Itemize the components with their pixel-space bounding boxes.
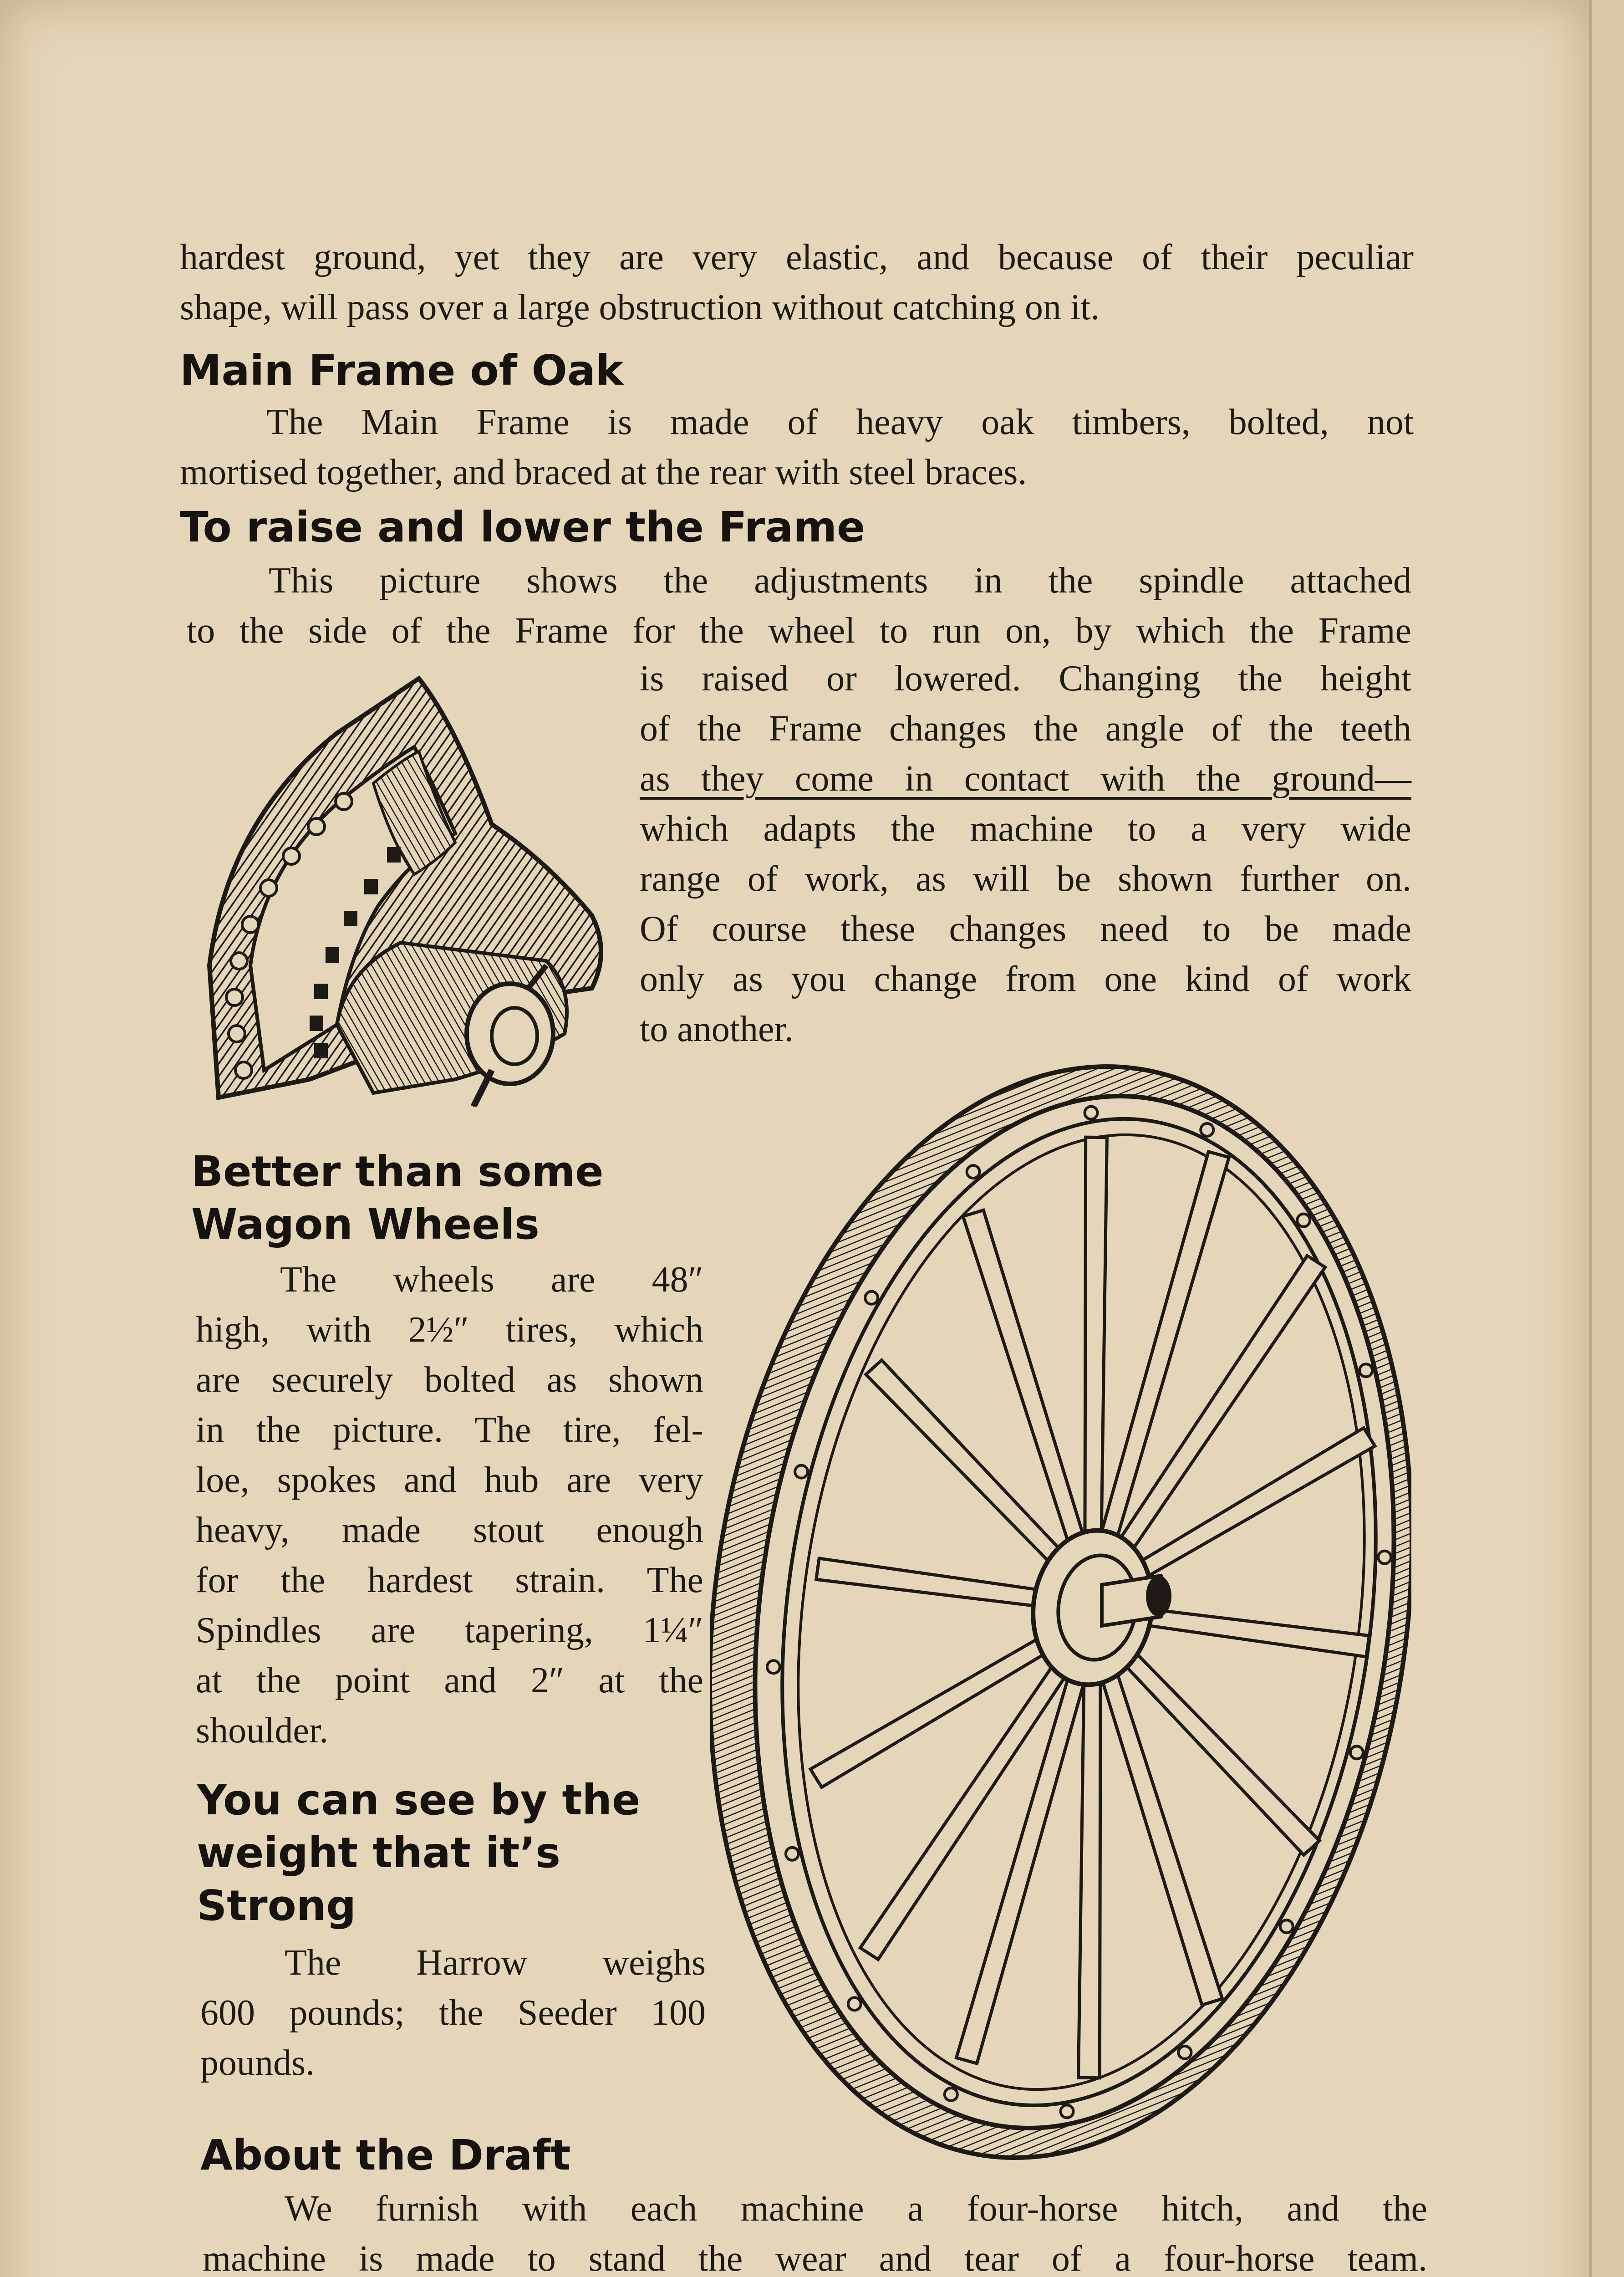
- felloe-bolt: [1359, 1364, 1372, 1377]
- text-line: We furnish with each machine a four-horse hitch, and the: [285, 2189, 1427, 2229]
- felloe-bolt: [795, 1465, 808, 1478]
- draft-paragraph: [203, 2184, 1427, 2277]
- wagon-wheel-illustration: [710, 1057, 1411, 2186]
- text-line: machine is made to stand the wear and tear of a four-horse team.: [203, 2239, 1427, 2277]
- text-line: range of work, as will be shown further on.: [640, 859, 1411, 899]
- weight-paragraph: [200, 1938, 706, 2088]
- felloe-bolt: [786, 1848, 799, 1860]
- heading-line: You can see by the: [197, 1776, 641, 1824]
- text-line: to the side of the Frame for the wheel to run on, by which the Frame: [187, 611, 1411, 651]
- intro-paragraph: [180, 232, 1414, 332]
- text-line: mortised together, and braced at the rear with steel braces.: [180, 452, 1027, 492]
- spindle-bracket-illustration: [200, 669, 637, 1107]
- heading-weight-strong: [197, 1774, 640, 1932]
- heading-main-frame: Main Frame of Oak: [180, 346, 624, 395]
- felloe-bolt: [945, 2088, 957, 2101]
- felloe-bolt: [1201, 1123, 1213, 1136]
- text-line: to another.: [640, 1009, 794, 1049]
- text-line: heavy, made stout enough: [196, 1510, 703, 1550]
- wheel-spoke: [1085, 1137, 1107, 1539]
- text-line: in the picture. The tire, fel-: [196, 1410, 703, 1450]
- raise-lower-paragraph-top: [187, 556, 1411, 656]
- felloe-bolt: [848, 1997, 861, 2010]
- heading-raise-lower: To raise and lower the Frame: [180, 503, 865, 551]
- text-line: Of course these changes need to be made: [640, 909, 1411, 949]
- main-frame-paragraph: [180, 397, 1414, 497]
- felloe-bolt: [1085, 1107, 1098, 1119]
- text-line: shape, will pass over a large obstruction without catching on it.: [180, 287, 1100, 327]
- heading-draft: About the Draft: [200, 2131, 571, 2180]
- text-line: Spindles are tapering, 1¼″: [196, 1610, 703, 1650]
- heading-line: Wagon Wheels: [191, 1200, 540, 1249]
- text-line: This picture shows the adjustments in the spindle attached: [269, 561, 1411, 601]
- text-line: The Harrow weighs: [285, 1943, 706, 1983]
- text-line: The wheels are 48″: [280, 1260, 703, 1300]
- text-line-underlined: as they come in contact with the ground—: [640, 759, 1411, 799]
- text-line: of the Frame changes the angle of the teeth: [640, 709, 1411, 749]
- felloe-bolt: [767, 1660, 780, 1673]
- text-line: hardest ground, yet they are very elastic, and because of their peculiar: [180, 237, 1414, 277]
- heading-wagon-wheels: [191, 1145, 604, 1251]
- wheels-paragraph: [196, 1255, 703, 1756]
- text-line: is raised or lowered. Changing the height: [640, 659, 1411, 699]
- text-line: pounds.: [200, 2043, 315, 2083]
- text-line: shoulder.: [196, 1710, 329, 1751]
- text-line: which adapts the machine to a very wide: [640, 809, 1411, 849]
- text-line: are securely bolted as shown: [196, 1360, 703, 1400]
- page-edge-right: [1589, 0, 1624, 2277]
- text-line: at the point and 2″ at the: [196, 1660, 703, 1700]
- felloe-bolt: [865, 1292, 878, 1304]
- felloe-bolt: [967, 1165, 980, 1178]
- wheel-spoke: [1079, 1676, 1101, 2078]
- felloe-bolt: [1378, 1551, 1391, 1564]
- heading-line: Better than some: [191, 1147, 604, 1196]
- text-line: 600 pounds; the Seeder 100: [200, 1993, 706, 2033]
- felloe-bolt: [1061, 2105, 1074, 2118]
- text-line: only as you change from one kind of work: [640, 959, 1411, 999]
- text-line: The Main Frame is made of heavy oak timbers, bolted, not: [266, 402, 1414, 442]
- heading-line: weight that it’s: [197, 1828, 561, 1877]
- text-line: for the hardest strain. The: [196, 1560, 703, 1600]
- felloe-bolt: [1297, 1214, 1310, 1227]
- raise-lower-paragraph-right: [640, 653, 1411, 1054]
- felloe-bolt: [1280, 1920, 1293, 1933]
- text-line: high, with 2½″ tires, which: [196, 1310, 703, 1350]
- felloe-bolt: [1178, 2046, 1191, 2059]
- heading-line: Strong: [197, 1881, 356, 1930]
- felloe-bolt: [1350, 1746, 1363, 1759]
- text-line: loe, spokes and hub are very: [196, 1460, 703, 1500]
